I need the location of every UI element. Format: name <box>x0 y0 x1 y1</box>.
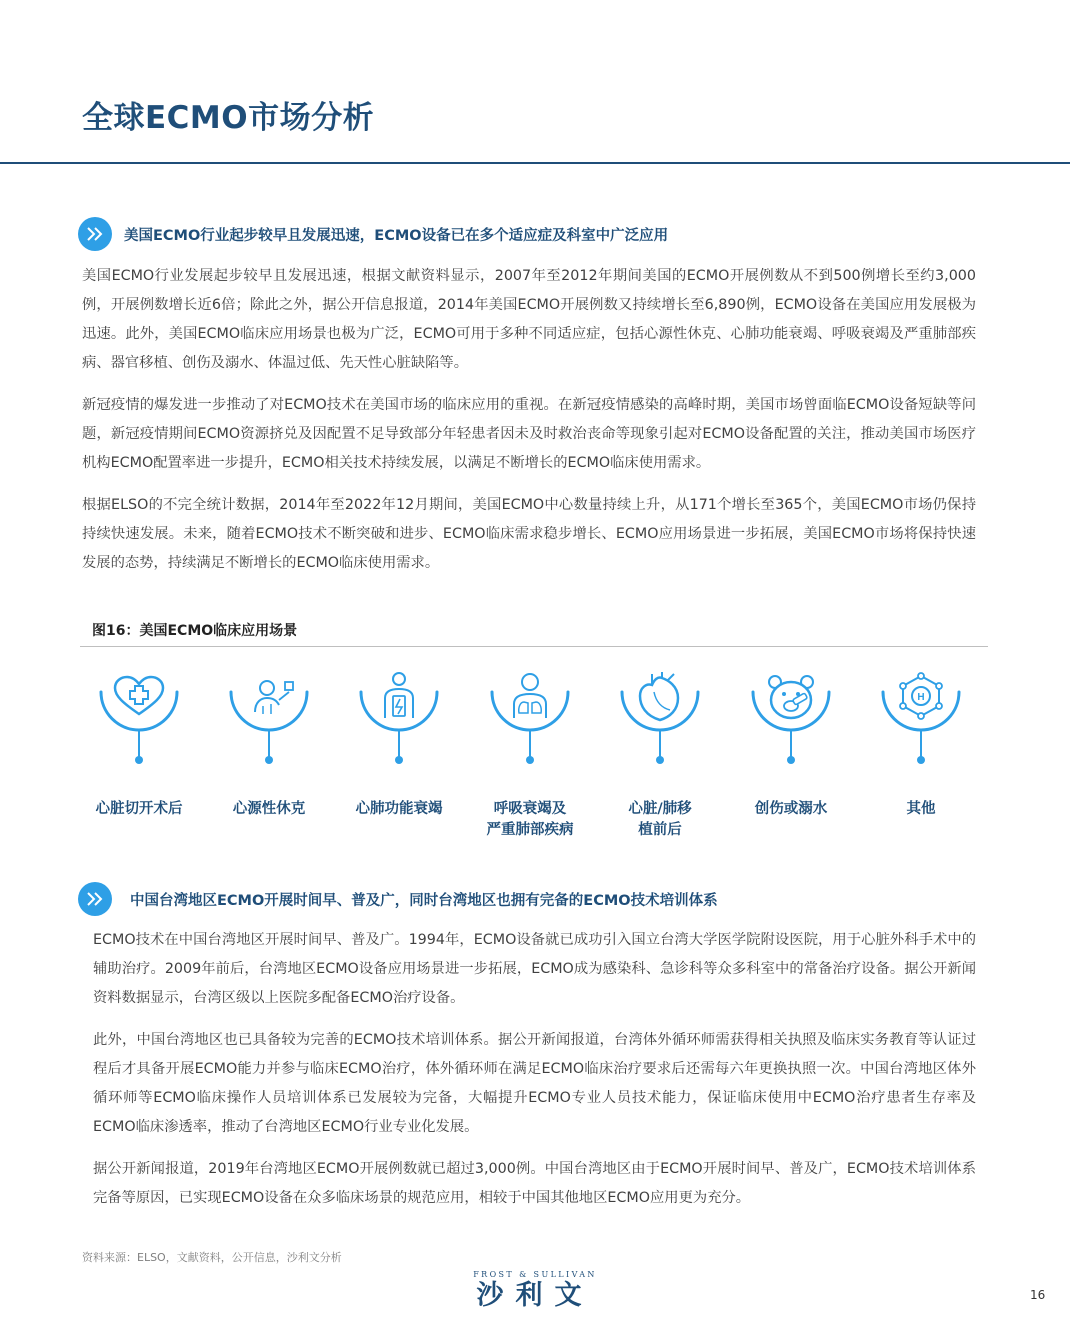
section-heading-taiwan <box>78 882 718 916</box>
scene-label: 心脏/肺移 植前后 <box>628 801 692 838</box>
source-note: 资料来源：ELSO，文献资料，公开信息，沙利文分析 <box>82 1251 342 1264</box>
scene-label: 其他 <box>906 801 936 817</box>
frost-sullivan-logo <box>452 1270 618 1313</box>
lungs-person-icon <box>488 670 572 770</box>
scene-label: 创伤或溺水 <box>754 801 828 817</box>
scene-label: 心脏切开术后 <box>95 801 183 817</box>
svg-text:H: H <box>917 692 925 703</box>
logo-subtitle: FROST & SULLIVAN <box>473 1270 597 1279</box>
molecule-icon <box>879 670 963 770</box>
paragraph: 此外，中国台湾地区也已具备较为完善的ECMO技术培训体系。据公开新闻报道，台湾体外循环师需获得相关执照及临床实务教育等认证过程后才具备开展ECMO能力并参与临床ECMO治疗，体外循环师在满足ECMO临床治疗要求后还需每六年更换执照一次。中国台湾地区体外循环师等ECMO临床操作人员培训体系已发展较为完备，大幅提升ECMO专业人员技术能力，保证临床使用中ECMO治疗患者生存率及ECMO临床渗透率，推动了台湾地区ECMO行业专业化发展。 <box>93 1032 976 1135</box>
section-heading-us <box>78 217 668 251</box>
paragraph: 根据ELSO的不完全统计数据，2014年至2022年12月期间，美国ECMO中心数量持续上升，从171个增长至365个，美国ECMO市场仍保持持续快速发展。未来，随着ECMO技术不断突破和进步、ECMO临床需求稳步增长、ECMO应用场景进一步拓展，美国ECMO市场将保持快速发展的态势，持续满足不断增长的ECMO临床使用需求。 <box>82 497 976 571</box>
figure-title: 图16：美国ECMO临床应用场景 <box>92 623 298 639</box>
double-chevron-icon <box>78 217 112 251</box>
heart-plus-icon <box>97 670 181 770</box>
scene-label: 呼吸衰竭及 严重肺部疾病 <box>486 801 574 838</box>
logo-wordmark: 沙利文 <box>476 1280 594 1311</box>
section-title: 美国ECMO行业起步较早且发展迅速，ECMO设备已在多个适应症及科室中广泛应用 <box>124 227 669 244</box>
paragraph: 据公开新闻报道，2019年台湾地区ECMO开展例数就已超过3,000例。中国台湾地区由于ECMO开展时间早、普及广，ECMO技术培训体系完备等原因，已实现ECMO设备在众多临床场景的规范应用，相较于中国其他地区ECMO应用更为充分。 <box>93 1161 976 1206</box>
paragraph: ECMO技术在中国台湾地区开展时间早、普及广。1994年，ECMO设备就已成功引入国立台湾大学医学院附设医院，用于心脏外科手术中的辅助治疗。2009年前后，台湾地区ECMO设备应用场景进一步拓展，ECMO成为感染科、急诊科等众多科室中的常备治疗设备。据公开新闻资料数据显示，台湾区级以上医院多配备ECMO治疗设备。 <box>93 932 976 1006</box>
paragraph: 美国ECMO行业发展起步较早且发展迅速，根据文献资料显示，2007年至2012年期间美国的ECMO开展例数从不到500例增长至约3,000例，开展例数增长近6倍；除此之外，据公开信息报道，2014年美国ECMO开展例数又持续增长至6,890例，ECMO设备在美国应用发展极为迅速。此外，美国ECMO临床应用场景也极为广泛，ECMO可用于多种不同适应症，包括心源性休克、心肺功能衰竭、呼吸衰竭及严重肺部疾病、器官移植、创伤及溺水、体温过低、先天性心脏缺陷等。 <box>82 268 976 371</box>
page-title: 全球ECMO市场分析 <box>82 100 375 136</box>
scene-label: 心肺功能衰竭 <box>355 801 443 817</box>
battery-person-icon <box>357 670 441 770</box>
double-chevron-icon <box>78 882 112 916</box>
page-number: 16 <box>1030 1288 1046 1302</box>
paragraph: 新冠疫情的爆发进一步推动了对ECMO技术在美国市场的临床应用的重视。在新冠疫情感染的高峰时期，美国市场曾面临ECMO设备短缺等问题，新冠疫情期间ECMO资源挤兑及因配置不足导致部分年轻患者因未及时救治丧命等现象引起对ECMO设备配置的关注，推动美国市场医疗机构ECMO配置率进一步提升，ECMO相关技术持续发展，以满足不断增长的ECMO临床使用需求。 <box>82 397 976 471</box>
scene-label: 心源性休克 <box>232 801 306 817</box>
bandaged-bear-icon <box>749 670 833 770</box>
figure-divider <box>80 646 988 647</box>
anatomical-heart-icon <box>618 670 702 770</box>
section-title: 中国台湾地区ECMO开展时间早、普及广，同时台湾地区也拥有完备的ECMO技术培训体系 <box>130 892 718 909</box>
doctor-patient-icon <box>227 670 311 770</box>
title-divider <box>0 162 1070 164</box>
